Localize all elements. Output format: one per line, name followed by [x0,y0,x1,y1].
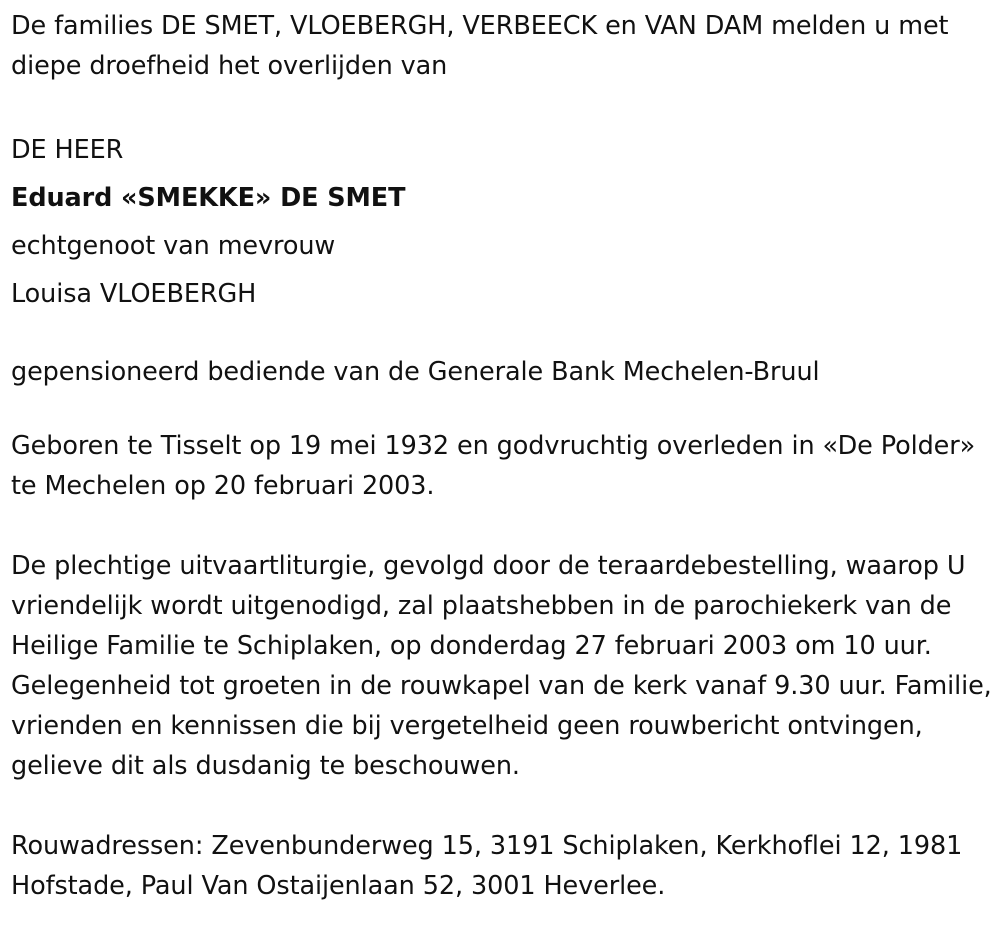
birth-death-paragraph: Geboren te Tisselt op 19 mei 1932 en godvruchtig overleden in «De Polder» te Mechelen op 20 februari 2003. [11,431,976,501]
intro-paragraph: De families DE SMET, VLOEBERGH, VERBEECK en VAN DAM melden u met diepe droefheid het overlijden van [11,11,949,81]
occupation-paragraph: gepensioneerd bediende van de Generale Bank Mechelen-Bruul [11,357,820,387]
addresses-paragraph: Rouwadressen: Zevenbunderweg 15, 3191 Schiplaken, Kerkhoflei 12, 1981 Hofstade, Paul Van Ostaijenlaan 52, 3001 Heverlee. [11,831,963,901]
funeral-paragraph: De plechtige uitvaartliturgie, gevolgd door de teraardebestelling, waarop U vriendelijk wordt uitgenodigd, zal plaatshebben in de parochiekerk van de Heilige Familie te Schiplaken, op donderdag 27 februari 2003 om 10 uur. Gelegenheid tot groeten in de rouwkapel van de kerk vanaf 9.30 uur. Familie, vrienden en kennissen die bij vergetelheid geen rouwbericht ontvingen, gelieve dit als dusdanig te beschouwen. [11,551,992,781]
spouse-name: Louisa VLOEBERGH [11,279,257,309]
deceased-name: Eduard «SMEKKE» DE SMET [11,183,406,213]
title-prefix: DE HEER [11,135,124,165]
spouse-line: echtgenoot van mevrouw [11,231,336,261]
